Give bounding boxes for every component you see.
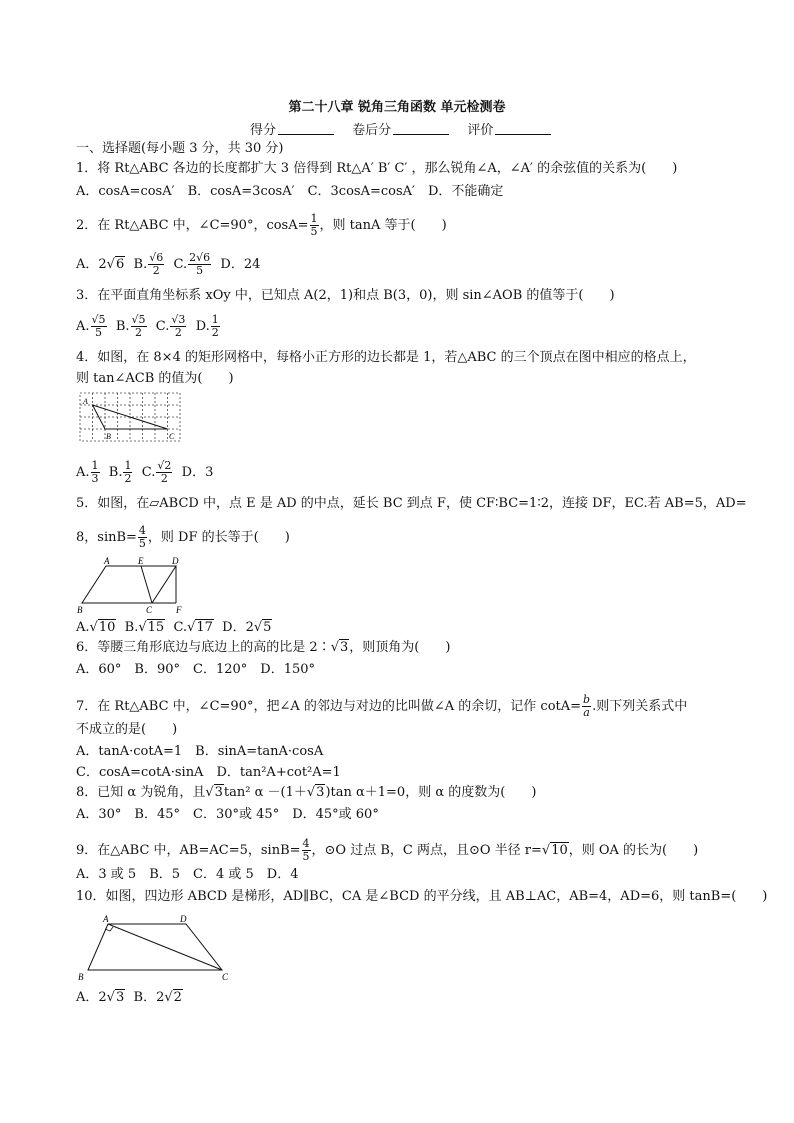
q4-optA: A. [76,465,90,480]
paper-score-blank [393,122,449,135]
q3-options [76,314,221,339]
q5-optA: A. [76,620,90,635]
q1-options: A．cosA=cosA′ B．cosA=3cosA′ C．3cosA=cosA′ D．不能确定 [76,184,504,199]
q9-options: A．3 或 5 B．5 C．4 或 5 D．4 [76,867,299,882]
q5-stem-1: 5．如图，在▱ABCD 中，点 E 是 AD 的中点，延长 BC 到点 F，使 CF∶BC=1∶2，连接 DF，EC.若 AB=5，AD= [76,496,747,511]
q5-frac-num: 4 [138,524,146,537]
q4-optC-den: 2 [160,472,168,485]
q3-optA: A. [76,319,90,334]
q6-stem-a: 6．等腰三角形底边与底边上的高的比是 2∶ [76,640,331,655]
q2-optC-frac [188,252,211,277]
q4-figure [78,391,184,445]
q4-optC: C. [141,465,156,480]
q5-optD-rad: 5 [263,620,272,635]
score-label: 得分 [250,123,277,138]
q10-diagonal-AC [108,924,222,970]
q6-stem-b: ，则顶角为( ) [349,640,451,655]
q10-stem: 10．如图，四边形 ABCD 是梯形，AD∥BC，CA 是∠BCD 的平分线，且 AB⊥AC，AB=4，AD=6，则 tanB=( ) [76,889,768,904]
q2-optA-sqrt: √6 [106,257,125,272]
q5-optD: D．2 [222,620,254,635]
score-bar [250,119,565,138]
q5-fraction [138,525,147,550]
q6-stem [76,640,450,656]
q10-label-C: C [222,972,229,982]
q9-stem-b: ，⊙O 过点 B，C 两点，且⊙O 半径 r= [311,843,542,858]
q5-optC-rad: 17 [196,620,213,635]
q2-stem [76,213,447,238]
q10-optA-sqrt: √3 [106,990,125,1005]
q3-optD-frac [211,314,220,339]
q2-optA: A．2 [76,257,107,272]
q4-optA-num: 1 [91,459,99,472]
q2-stem-a: 2．在 Rt△ABC 中，∠C=90°，cosA= [76,218,309,233]
q10-label-B: B [78,972,84,982]
q8-rad-1: 3 [214,785,223,800]
q7-options-1: A．tanA·cotA=1 B．sinA=tanA·cosA [76,744,324,759]
q9-stem-c: ，则 OA 的长为( ) [568,843,699,858]
q2-options [76,252,260,277]
q5-optD-sqrt: √5 [253,620,272,635]
q5-options [76,620,272,636]
q5-optB: B. [124,620,139,635]
q5-optB-sqrt: √15 [138,620,165,635]
q2-optA-rad: 6 [115,257,125,272]
evaluation-label: 评价 [467,123,494,138]
q4-stem-1: 4．如图，在 8×4 的矩形网格中，每格小正方形的边长都是 1，若△ABC 的三个顶点在图中相应的格点上， [76,350,696,365]
q4-optC-rad: 2 [164,459,172,472]
q4-optA-den: 3 [91,472,99,485]
q8-stem-b: tan² α －(1＋ [223,785,307,800]
q7-stem-2: 不成立的是( ) [76,722,178,737]
q2-optD: D．24 [220,257,261,272]
q9-stem-a: 9．在△ABC 中，AB=AC=5，sinB= [76,843,301,858]
score-blank [278,122,334,135]
q4-optA-frac [91,460,100,485]
q5-label-F: F [176,605,182,615]
q3-optB-frac [131,314,147,339]
q3-optD: D. [195,319,210,334]
q10-label-D: D [180,914,187,924]
q5-stem-2b: ，则 DF 的长等于( ) [147,530,290,545]
q9-sqrt: √10 [541,843,568,858]
q4-optB-frac [123,460,132,485]
q3-optB-num: √5 [131,313,146,326]
paper-score-label: 卷后分 [352,123,392,138]
q9-frac-num: 4 [302,837,310,850]
q5-label-D: D [172,556,179,566]
q4-optC-frac [156,460,172,485]
q2-optC-num: 2√6 [189,251,211,264]
q4-grid-figure [78,391,184,445]
q8-stem [76,785,536,801]
q3-optC-frac [170,314,186,339]
q7-stem-a: 7．在 Rt△ABC 中，∠C=90°，把∠A 的邻边与对边的比叫做∠A 的余切，记作 cotA= [76,699,582,714]
q10-label-A: A [103,914,109,924]
q3-stem: 3．在平面直角坐标系 xOy 中，已知点 A(2，1)和点 B(3，0)，则 sin∠AOB 的值等于( ) [76,288,615,303]
q3-optC: C. [155,319,170,334]
q2-optB-frac [148,252,164,277]
q3-optD-num: 1 [211,313,219,326]
q7-stem-b: .则下列关系式中 [592,699,688,714]
q5-optA-rad: 10 [98,620,116,635]
q2-frac-num: 1 [310,212,318,225]
q4-optB-den: 2 [124,472,132,485]
q5-stem-2a: 8，sinB= [76,530,137,545]
evaluation-blank [495,122,551,135]
q5-optB-rad: 15 [147,620,165,635]
q5-label-B: B [77,605,83,615]
q3-optA-den: 5 [95,326,103,339]
q2-stem-b: ，则 tanA 等于( ) [319,218,447,233]
q7-frac-num: b [583,693,591,706]
q8-sqrt-1: √3 [205,785,223,800]
q5-optC-sqrt: √17 [187,620,213,635]
q3-optD-den: 2 [211,326,219,339]
q5-label-E: E [138,556,144,566]
q2-optB-den: 2 [152,264,160,277]
q3-optA-frac [91,314,107,339]
q7-stem-1 [76,694,687,719]
q7-fraction [582,694,591,719]
q5-parallelogram [82,566,176,603]
q10-optA-rad: 3 [115,990,125,1005]
q8-sqrt-2: √3 [306,785,325,800]
q5-label-A: A [104,556,110,566]
q5-optA-sqrt: √10 [89,620,116,635]
q4-label-C: C [169,432,175,441]
q3-optC-den: 2 [174,326,182,339]
q2-fraction [310,213,319,238]
q5-frac-den: 5 [138,537,146,550]
q4-optB-num: 1 [124,459,132,472]
q8-rad-2: 3 [316,785,325,800]
q5-parallelogram-figure [76,556,188,616]
q4-stem-2: 则 tan∠ACB 的值为( ) [76,371,234,386]
q4-optD: D．3 [181,465,214,480]
q2-optB-num: √6 [149,251,164,264]
q6-sqrt: √3 [330,640,349,655]
q3-optA-rad: 5 [98,313,106,326]
q9-frac-den: 5 [302,850,310,863]
q10-optB-sqrt: √2 [164,990,182,1005]
q3-optA-num: √5 [91,313,106,326]
q4-label-A: A [83,397,88,406]
q3-optB-den: 2 [135,326,142,339]
q10-figure [76,912,236,984]
q9-rad: 10 [551,843,568,858]
q5-label-C: C [146,605,153,615]
q2-optC: C. [173,257,188,272]
q8-options: A．30° B．45° C．30°或 45° D．45°或 60° [76,807,379,822]
q6-rad: 3 [339,640,349,655]
q7-frac-den: a [583,706,590,719]
q5-stem-2 [76,525,290,550]
q4-label-B: B [106,432,111,441]
q10-trapezoid [88,924,222,970]
q10-options [76,990,183,1006]
q9-fraction [302,838,311,863]
q10-optB-rad: 2 [173,990,182,1005]
q4-optB: B. [108,465,123,480]
q2-optC-coef: 2 [189,251,197,264]
q10-optA: A．2 [76,990,107,1005]
q2-optB: B. [133,257,148,272]
q5-segment-EC [141,566,152,603]
q2-optC-rad: 6 [203,251,211,264]
q8-stem-a: 8．已知 α 为锐角，且 [76,785,206,800]
q5-figure [76,556,188,616]
q9-stem [76,838,698,863]
q2-optB-rad: 6 [156,251,164,264]
q5-optC: C. [173,620,188,635]
q3-optB: B. [115,319,130,334]
q6-options: A．60° B．90° C．120° D．150° [76,662,316,677]
q10-trapezoid-figure [76,912,236,984]
page-title: 第二十八章 锐角三角函数 单元检测卷 [288,100,506,115]
q3-optC-num: √3 [171,313,186,326]
q8-stem-c: )tan α＋1=0，则 α 的度数为( ) [325,785,537,800]
q3-optC-rad: 3 [178,313,186,326]
q2-frac-den: 5 [310,225,318,238]
q10-optB: B．2 [133,990,165,1005]
q3-optB-rad: 5 [138,313,146,326]
q1-stem: 1．将 Rt△ABC 各边的长度都扩大 3 倍得到 Rt△A′ B′ C′ ，那么锐角∠A，∠A′ 的余弦值的关系为( ) [76,161,678,176]
section-heading: 一、选择题(每小题 3 分，共 30 分) [76,141,284,156]
q4-optC-num: √2 [157,459,172,472]
q2-optC-den: 5 [196,264,204,277]
q7-options-2: C．cosA=cotA·sinA D．tan²A+cot²A=1 [76,765,341,780]
q4-options [76,460,213,485]
